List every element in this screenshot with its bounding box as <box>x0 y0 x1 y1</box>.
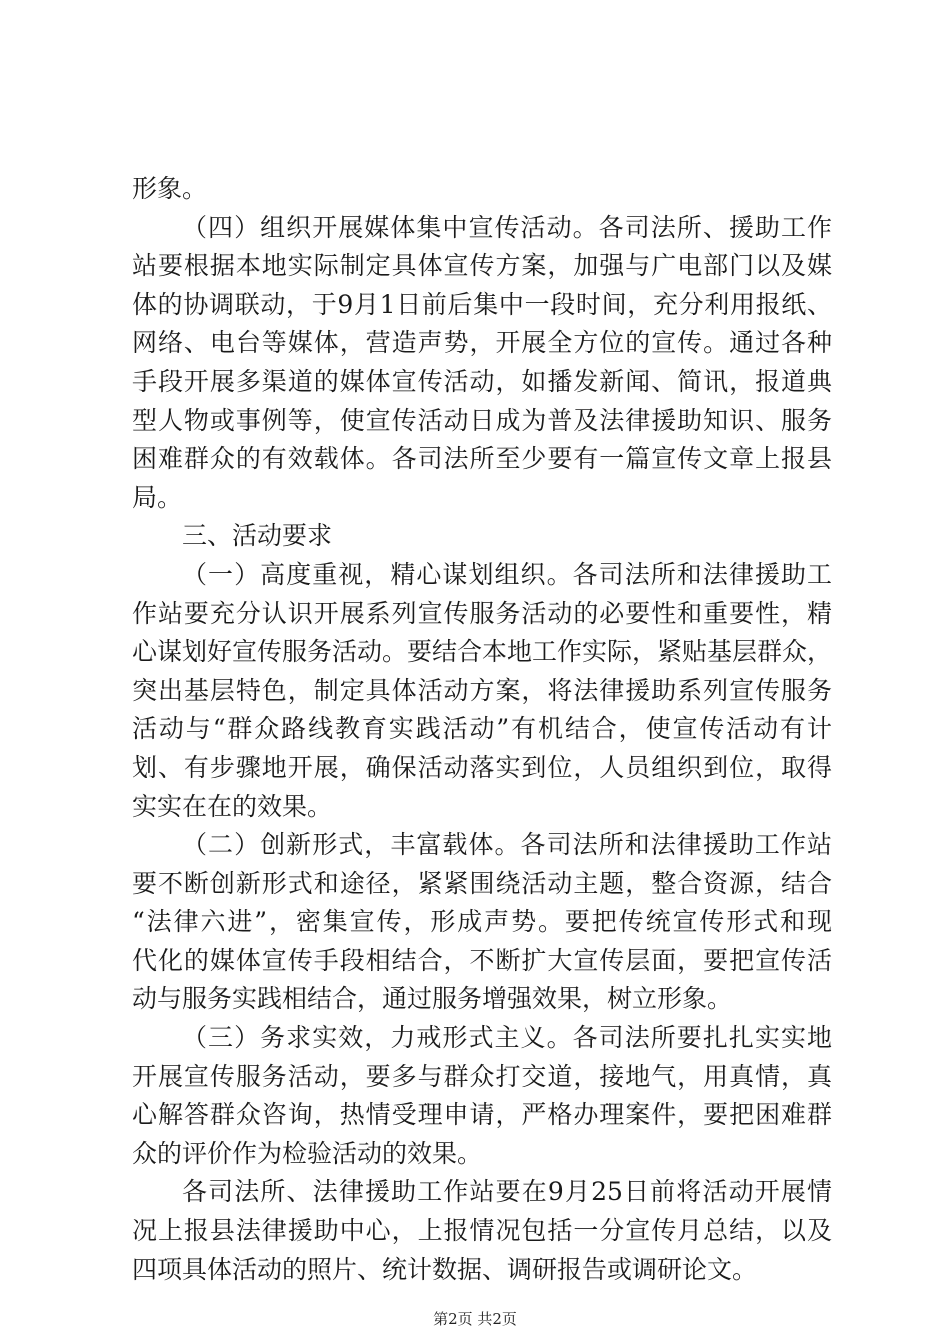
paragraph <box>132 517 832 556</box>
text-line: 网络、电台等媒体，营造声势，开展全方位的宣传。通过各种 <box>132 328 832 358</box>
paragraph <box>132 209 832 518</box>
text-line: 开展宣传服务活动，要多与群众打交道，接地气，用真情，真 <box>132 1061 832 1091</box>
text-line: 站要根据本地实际制定具体宣传方案，加强与广电部门以及媒 <box>132 251 832 281</box>
text-line: 活动与“群众路线教育实践活动”有机结合，使宣传活动有计 <box>132 714 832 744</box>
text-line: 代化的媒体宣传手段相结合，不断扩大宣传层面，要把宣传活 <box>132 945 832 975</box>
text-line: 心解答群众咨询，热情受理申请，严格办理案件，要把困难群 <box>132 1100 832 1130</box>
paragraph <box>132 826 832 1019</box>
paragraph <box>132 1173 832 1289</box>
text-line: （三）务求实效，力戒形式主义。各司法所要扎扎实实地 <box>182 1023 832 1053</box>
text-line: （一）高度重视，精心谋划组织。各司法所和法律援助工 <box>182 559 832 589</box>
text-line: 心谋划好宣传服务活动。要结合本地工作实际，紧贴基层群众， <box>132 637 833 667</box>
text-line: 四项具体活动的照片、统计数据、调研报告或调研论文。 <box>132 1254 758 1284</box>
text-line: 划、有步骤地开展，确保活动落实到位，人员组织到位，取得 <box>132 752 832 782</box>
page-footer: 第2页 共2页 <box>433 1310 517 1328</box>
paragraph <box>132 170 832 209</box>
text-line: 要不断创新形式和途径，紧紧围绕活动主题，整合资源，结合 <box>132 868 832 898</box>
text-line: （二）创新形式，丰富载体。各司法所和法律援助工作站 <box>182 830 832 860</box>
text-line: 各司法所、法律援助工作站要在9月25日前将活动开展情 <box>182 1177 832 1207</box>
paragraph <box>132 556 832 826</box>
text-line: 手段开展多渠道的媒体宣传活动，如播发新闻、简讯，报道典 <box>132 366 832 396</box>
text-line: （四）组织开展媒体集中宣传活动。各司法所、援助工作 <box>182 212 832 242</box>
text-line: 型人物或事例等，使宣传活动日成为普及法律援助知识、服务 <box>132 405 832 435</box>
text-line: 实实在在的效果。 <box>132 791 333 821</box>
text-line: “法律六进”，密集宣传，形成声势。要把传统宣传形式和现 <box>132 907 832 937</box>
text-line: 形象。 <box>132 174 208 203</box>
text-line: 况上报县法律援助中心，上报情况包括一分宣传月总结，以及 <box>132 1216 832 1246</box>
text-line: 作站要充分认识开展系列宣传服务活动的必要性和重要性，精 <box>132 598 832 628</box>
text-line: 三、活动要求 <box>182 521 333 551</box>
text-line: 体的协调联动，于9月1日前后集中一段时间，充分利用报纸、 <box>132 289 832 319</box>
text-line: 众的评价作为检验活动的效果。 <box>132 1138 483 1168</box>
text-line: 突出基层特色，制定具体活动方案，将法律援助系列宣传服务 <box>132 675 832 705</box>
text-line: 局。 <box>132 482 183 512</box>
document-body <box>132 170 832 1289</box>
paragraph <box>132 1019 832 1173</box>
text-line: 动与服务实践相结合，通过服务增强效果，树立形象。 <box>132 984 733 1014</box>
text-line: 困难群众的有效载体。各司法所至少要有一篇宣传文章上报县 <box>132 444 832 474</box>
